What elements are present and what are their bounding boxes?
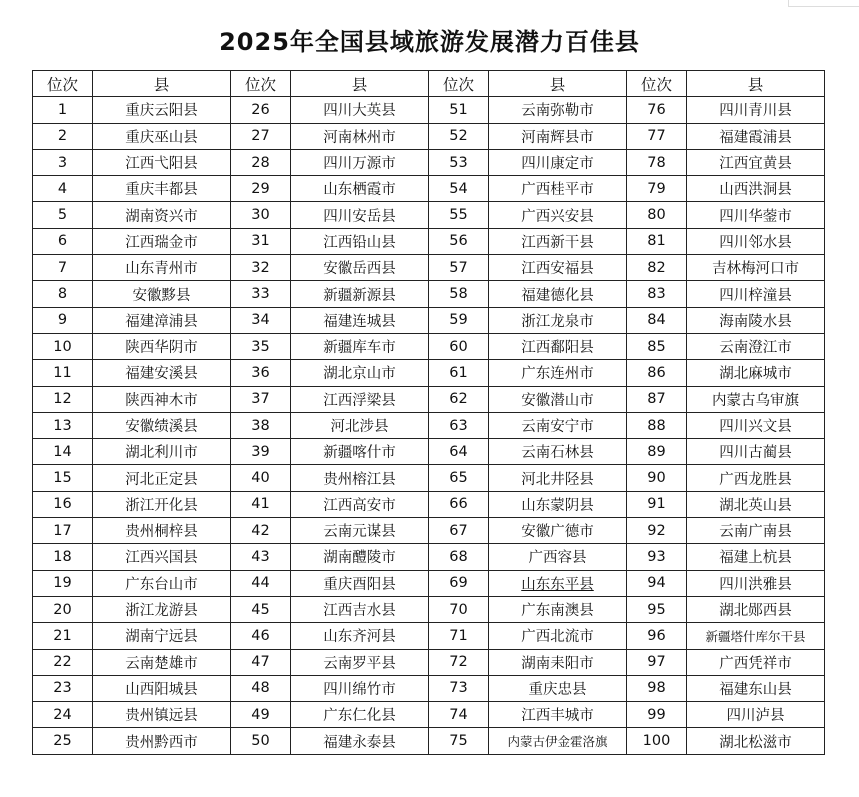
rank-cell: 76 (627, 97, 687, 123)
county-cell: 重庆巫山县 (93, 123, 231, 149)
rank-cell: 19 (33, 570, 93, 596)
county-cell: 陕西神木市 (93, 386, 231, 412)
rank-cell: 78 (627, 149, 687, 175)
table-row (33, 649, 825, 675)
county-cell: 四川康定市 (489, 149, 627, 175)
county-cell: 重庆酉阳县 (291, 570, 429, 596)
rank-cell: 23 (33, 675, 93, 701)
county-cell: 吉林梅河口市 (687, 255, 825, 281)
county-header: 县 (687, 71, 825, 97)
county-cell: 福建漳浦县 (93, 307, 231, 333)
county-cell: 贵州榕江县 (291, 465, 429, 491)
county-cell: 福建霞浦县 (687, 123, 825, 149)
rank-cell: 16 (33, 491, 93, 517)
county-cell: 云南楚雄市 (93, 649, 231, 675)
rank-cell: 92 (627, 518, 687, 544)
rank-cell: 98 (627, 675, 687, 701)
rank-cell: 80 (627, 202, 687, 228)
county-cell: 湖北松滋市 (687, 728, 825, 754)
rank-cell: 36 (231, 360, 291, 386)
rank-cell: 2 (33, 123, 93, 149)
county-cell: 四川兴文县 (687, 412, 825, 438)
rank-cell: 73 (429, 675, 489, 701)
rank-cell: 43 (231, 544, 291, 570)
rank-cell: 65 (429, 465, 489, 491)
county-cell: 新疆库车市 (291, 333, 429, 359)
rank-cell: 25 (33, 728, 93, 754)
table-row (33, 228, 825, 254)
county-cell: 四川安岳县 (291, 202, 429, 228)
rank-cell: 39 (231, 439, 291, 465)
rank-cell: 88 (627, 412, 687, 438)
rank-cell: 62 (429, 386, 489, 412)
county-cell: 贵州镇远县 (93, 702, 231, 728)
rank-cell: 46 (231, 623, 291, 649)
county-cell: 湖南耒阳市 (489, 649, 627, 675)
county-cell: 江西鄱阳县 (489, 333, 627, 359)
county-cell: 新疆新源县 (291, 281, 429, 307)
rank-cell: 57 (429, 255, 489, 281)
rank-cell: 28 (231, 149, 291, 175)
rank-cell: 35 (231, 333, 291, 359)
table-body (33, 97, 825, 754)
table-row (33, 675, 825, 701)
table-row (33, 281, 825, 307)
ranking-table (32, 70, 825, 755)
rank-cell: 89 (627, 439, 687, 465)
rank-cell: 58 (429, 281, 489, 307)
rank-cell: 49 (231, 702, 291, 728)
county-cell: 云南石林县 (489, 439, 627, 465)
county-cell: 四川泸县 (687, 702, 825, 728)
rank-cell: 30 (231, 202, 291, 228)
county-cell: 广西兴安县 (489, 202, 627, 228)
rank-cell: 60 (429, 333, 489, 359)
county-cell: 江西丰城市 (489, 702, 627, 728)
table-row (33, 333, 825, 359)
table-row (33, 491, 825, 517)
county-cell: 四川华蓥市 (687, 202, 825, 228)
county-cell: 广西容县 (489, 544, 627, 570)
county-cell: 江西吉水县 (291, 596, 429, 622)
table-row (33, 360, 825, 386)
table-row (33, 439, 825, 465)
rank-cell: 18 (33, 544, 93, 570)
rank-header: 位次 (429, 71, 489, 97)
rank-cell: 11 (33, 360, 93, 386)
rank-cell: 48 (231, 675, 291, 701)
rank-cell: 9 (33, 307, 93, 333)
rank-cell: 93 (627, 544, 687, 570)
county-cell: 山东蒙阴县 (489, 491, 627, 517)
rank-cell: 31 (231, 228, 291, 254)
rank-cell: 56 (429, 228, 489, 254)
county-cell: 云南安宁市 (489, 412, 627, 438)
table-row (33, 570, 825, 596)
rank-header: 位次 (33, 71, 93, 97)
county-cell: 广东连州市 (489, 360, 627, 386)
table-row (33, 202, 825, 228)
table-row (33, 255, 825, 281)
county-cell: 河北正定县 (93, 465, 231, 491)
rank-cell: 6 (33, 228, 93, 254)
table-row (33, 307, 825, 333)
county-cell: 江西宜黄县 (687, 149, 825, 175)
rank-cell: 52 (429, 123, 489, 149)
county-cell: 安徽岳西县 (291, 255, 429, 281)
county-header: 县 (291, 71, 429, 97)
rank-cell: 1 (33, 97, 93, 123)
rank-cell: 94 (627, 570, 687, 596)
county-cell: 安徽潜山市 (489, 386, 627, 412)
rank-cell: 95 (627, 596, 687, 622)
rank-cell: 72 (429, 649, 489, 675)
table-row (33, 596, 825, 622)
county-cell: 重庆云阳县 (93, 97, 231, 123)
county-cell: 云南广南县 (687, 518, 825, 544)
county-cell: 四川青川县 (687, 97, 825, 123)
county-cell: 贵州黔西市 (93, 728, 231, 754)
county-cell: 江西新干县 (489, 228, 627, 254)
table-row (33, 465, 825, 491)
rank-cell: 96 (627, 623, 687, 649)
rank-cell: 74 (429, 702, 489, 728)
county-cell: 四川古蔺县 (687, 439, 825, 465)
county-cell: 福建永泰县 (291, 728, 429, 754)
county-cell: 四川绵竹市 (291, 675, 429, 701)
county-cell: 云南罗平县 (291, 649, 429, 675)
county-cell: 湖北英山县 (687, 491, 825, 517)
rank-cell: 59 (429, 307, 489, 333)
county-cell: 内蒙古伊金霍洛旗 (489, 728, 627, 754)
rank-cell: 34 (231, 307, 291, 333)
rank-cell: 71 (429, 623, 489, 649)
table-row (33, 97, 825, 123)
rank-cell: 84 (627, 307, 687, 333)
rank-cell: 17 (33, 518, 93, 544)
county-cell: 四川洪雅县 (687, 570, 825, 596)
county-cell: 四川万源市 (291, 149, 429, 175)
county-cell: 山西洪洞县 (687, 176, 825, 202)
county-cell: 安徽广德市 (489, 518, 627, 544)
county-cell: 福建德化县 (489, 281, 627, 307)
rank-cell: 10 (33, 333, 93, 359)
rank-cell: 63 (429, 412, 489, 438)
county-cell: 新疆塔什库尔干县 (687, 623, 825, 649)
county-cell: 福建连城县 (291, 307, 429, 333)
county-cell: 新疆喀什市 (291, 439, 429, 465)
rank-cell: 82 (627, 255, 687, 281)
rank-cell: 69 (429, 570, 489, 596)
rank-cell: 90 (627, 465, 687, 491)
county-cell: 浙江龙游县 (93, 596, 231, 622)
rank-cell: 40 (231, 465, 291, 491)
table-row (33, 386, 825, 412)
rank-cell: 54 (429, 176, 489, 202)
county-cell: 广东台山市 (93, 570, 231, 596)
county-cell: 浙江龙泉市 (489, 307, 627, 333)
rank-cell: 55 (429, 202, 489, 228)
rank-cell: 70 (429, 596, 489, 622)
county-cell: 四川梓潼县 (687, 281, 825, 307)
county-cell: 湖北郧西县 (687, 596, 825, 622)
table-row (33, 544, 825, 570)
rank-cell: 20 (33, 596, 93, 622)
county-cell: 广东南澳县 (489, 596, 627, 622)
rank-header: 位次 (231, 71, 291, 97)
header-row (33, 71, 825, 97)
county-cell: 广西凭祥市 (687, 649, 825, 675)
county-cell: 湖南醴陵市 (291, 544, 429, 570)
rank-cell: 44 (231, 570, 291, 596)
county-cell: 内蒙古乌审旗 (687, 386, 825, 412)
rank-cell: 26 (231, 97, 291, 123)
table-row (33, 702, 825, 728)
county-cell: 江西铅山县 (291, 228, 429, 254)
rank-cell: 47 (231, 649, 291, 675)
table-row (33, 728, 825, 754)
county-cell: 河北涉县 (291, 412, 429, 438)
table-row (33, 623, 825, 649)
rank-cell: 15 (33, 465, 93, 491)
table-row (33, 149, 825, 175)
table-row (33, 123, 825, 149)
rank-cell: 7 (33, 255, 93, 281)
rank-cell: 83 (627, 281, 687, 307)
rank-cell: 33 (231, 281, 291, 307)
county-cell: 江西高安市 (291, 491, 429, 517)
rank-cell: 22 (33, 649, 93, 675)
county-cell: 云南澄江市 (687, 333, 825, 359)
rank-cell: 99 (627, 702, 687, 728)
county-cell: 四川大英县 (291, 97, 429, 123)
rank-cell: 53 (429, 149, 489, 175)
county-cell: 云南弥勒市 (489, 97, 627, 123)
rank-cell: 32 (231, 255, 291, 281)
county-cell: 湖南资兴市 (93, 202, 231, 228)
county-cell: 江西弋阳县 (93, 149, 231, 175)
rank-cell: 100 (627, 728, 687, 754)
rank-cell: 75 (429, 728, 489, 754)
county-cell: 陕西华阴市 (93, 333, 231, 359)
corner-mark (788, 0, 859, 7)
county-cell: 广西龙胜县 (687, 465, 825, 491)
county-cell: 江西瑞金市 (93, 228, 231, 254)
rank-cell: 79 (627, 176, 687, 202)
county-cell: 江西浮梁县 (291, 386, 429, 412)
rank-cell: 66 (429, 491, 489, 517)
county-cell: 广西北流市 (489, 623, 627, 649)
rank-cell: 45 (231, 596, 291, 622)
county-cell: 湖北利川市 (93, 439, 231, 465)
rank-cell: 87 (627, 386, 687, 412)
county-cell: 江西兴国县 (93, 544, 231, 570)
county-cell: 湖南宁远县 (93, 623, 231, 649)
county-cell: 江西安福县 (489, 255, 627, 281)
rank-cell: 3 (33, 149, 93, 175)
rank-cell: 13 (33, 412, 93, 438)
rank-cell: 24 (33, 702, 93, 728)
county-cell: 重庆丰都县 (93, 176, 231, 202)
table-row (33, 176, 825, 202)
rank-cell: 4 (33, 176, 93, 202)
county-cell: 贵州桐梓县 (93, 518, 231, 544)
rank-cell: 85 (627, 333, 687, 359)
rank-cell: 64 (429, 439, 489, 465)
county-cell: 浙江开化县 (93, 491, 231, 517)
rank-cell: 97 (627, 649, 687, 675)
county-cell: 福建安溪县 (93, 360, 231, 386)
county-cell: 山东栖霞市 (291, 176, 429, 202)
county-cell: 河北井陉县 (489, 465, 627, 491)
county-cell: 福建上杭县 (687, 544, 825, 570)
rank-cell: 38 (231, 412, 291, 438)
county-cell: 山东青州市 (93, 255, 231, 281)
page-title: 2025年全国县域旅游发展潜力百佳县 (219, 28, 640, 56)
county-cell: 广东仁化县 (291, 702, 429, 728)
rank-cell: 41 (231, 491, 291, 517)
county-cell: 河南林州市 (291, 123, 429, 149)
county-header: 县 (489, 71, 627, 97)
rank-cell: 77 (627, 123, 687, 149)
county-cell: 海南陵水县 (687, 307, 825, 333)
rank-cell: 12 (33, 386, 93, 412)
rank-cell: 81 (627, 228, 687, 254)
rank-cell: 68 (429, 544, 489, 570)
rank-cell: 61 (429, 360, 489, 386)
rank-cell: 21 (33, 623, 93, 649)
county-cell: 山东齐河县 (291, 623, 429, 649)
rank-cell: 14 (33, 439, 93, 465)
county-cell: 湖北麻城市 (687, 360, 825, 386)
rank-cell: 51 (429, 97, 489, 123)
rank-cell: 37 (231, 386, 291, 412)
rank-cell: 91 (627, 491, 687, 517)
table-row (33, 518, 825, 544)
rank-cell: 67 (429, 518, 489, 544)
county-cell: 福建东山县 (687, 675, 825, 701)
county-header: 县 (93, 71, 231, 97)
rank-cell: 5 (33, 202, 93, 228)
rank-cell: 86 (627, 360, 687, 386)
rank-cell: 27 (231, 123, 291, 149)
rank-header: 位次 (627, 71, 687, 97)
county-cell: 云南元谋县 (291, 518, 429, 544)
county-cell: 湖北京山市 (291, 360, 429, 386)
rank-cell: 50 (231, 728, 291, 754)
county-cell: 安徽黟县 (93, 281, 231, 307)
county-cell: 安徽绩溪县 (93, 412, 231, 438)
county-cell: 山东东平县 (489, 570, 627, 596)
county-cell: 四川邻水县 (687, 228, 825, 254)
rank-cell: 8 (33, 281, 93, 307)
county-cell: 河南辉县市 (489, 123, 627, 149)
rank-cell: 29 (231, 176, 291, 202)
county-cell: 广西桂平市 (489, 176, 627, 202)
table-row (33, 412, 825, 438)
rank-cell: 42 (231, 518, 291, 544)
county-cell: 山西阳城县 (93, 675, 231, 701)
county-cell: 重庆忠县 (489, 675, 627, 701)
